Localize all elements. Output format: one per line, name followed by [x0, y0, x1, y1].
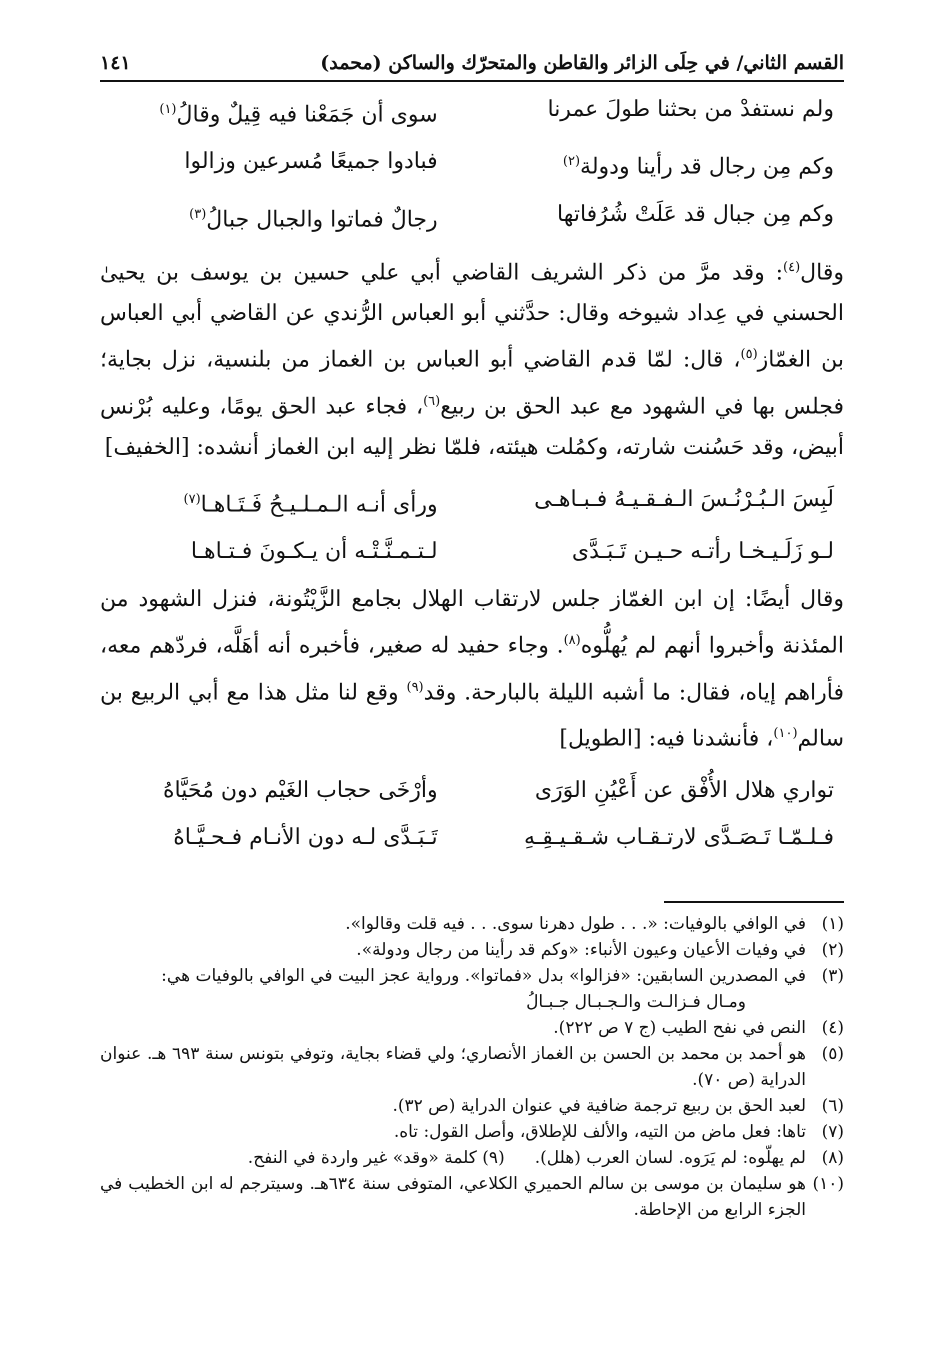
- verse-line: [100, 138, 844, 190]
- footnote-ref[interactable]: (٤): [783, 259, 801, 275]
- footnote-text: كلمة «وقد» غير واردة في النفح.: [247, 1148, 477, 1169]
- running-header: [100, 52, 844, 82]
- verse-second-hemistich: تَـبَـدَّى لـه دون الأنـام فـحـيَّـاهُ: [173, 825, 438, 851]
- paragraph: وقال أيضًا: إن ابن الغمّاز جلس لارتقاب الهلال بجامع الزَّيْتُونة، فنزل الشهود من المئذنة وأخبروا أنهم لم يُهلُّوه$^{(٨)}$. وجاء حفيد له صغير، فأخبره أنه أهَلَّه، فردّهم معه، فأراهم إياه، فقال: ما أشبه الليلة بالبارحة. وقد$^{(٩)}$ وقع لنا مثل هذا مع أبي الربيع بن سالم$^{(١٠)}$، فأنشدنا فيه: [الطويل]: [100, 587, 845, 752]
- footnote-text: النص في نفح الطيب (ج ٧ ص ٢٢٢).: [553, 1018, 806, 1039]
- footnote-number: (١٠): [812, 1174, 844, 1195]
- footnote-number: (٥): [821, 1044, 844, 1065]
- footnote-text: هو أحمد بن محمد بن الحسن بن الغماز الأنصاري؛ ولي قضاء بجاية، وتوفي بتونس سنة ٦٩٣ هـ. عنوان الدراية (ص ٧٠).: [100, 1044, 806, 1091]
- footnote-text: في الوافي بالوفيات: «. . . طول دهرنا سوى. . . فيه قلت وقالوا».: [345, 914, 806, 935]
- page-number: ١٤١: [100, 52, 131, 74]
- footnote-text: تاها: فعل ماض من التيه، والألف للإطلاق، وأصل القول: تاه.: [393, 1122, 806, 1143]
- verse-first-hemistich: تواري هلال الأُفْق عن أَعْيُنِ الوَرَى: [534, 778, 834, 804]
- footnote: [100, 963, 844, 1015]
- verse-first-hemistich: لـو زَلَـيـخـا رأتـه حـيـن تَـبَـدَّى: [571, 539, 834, 565]
- footnote-text: في المصدرين السابقين: «فزالوا» بدل «فماتوا». ورواية عجز البيت في الوافي بالوفيات هي:: [161, 966, 806, 987]
- footnote: [100, 1119, 844, 1145]
- footnote-ref[interactable]: (٩): [406, 679, 424, 695]
- footnote: [100, 937, 844, 963]
- footnote-number: (٤): [821, 1018, 844, 1039]
- footnote-text: لم يهلّوه: لم يَرَوه. لسان العرب (هلل).: [534, 1148, 806, 1169]
- verse-first-hemistich: لَبِسَ الـبُـرْنُـسَ الـفـقـيـهُ فـبـاهـى: [534, 486, 834, 512]
- verse-line: [100, 528, 844, 575]
- footnotes: [100, 911, 844, 1223]
- footnote-text: لعبد الحق بن ربيع ترجمة ضافية في عنوان الدراية (ص ٣٢).: [392, 1096, 806, 1117]
- verse-second-hemistich: سوى أن جَمَعْنا فيه قِيلٌ وقالُ$^{(١)}$: [159, 102, 438, 128]
- footnote: [100, 1041, 844, 1093]
- verse-line: [100, 191, 844, 243]
- verse-line: [100, 86, 844, 138]
- footnote-separator: [664, 901, 844, 903]
- book-page: [100, 52, 844, 1223]
- verse-first-hemistich: وكم مِن جبال قد عَلَتْ شُرُفاتها: [557, 201, 834, 227]
- footnote: [100, 1093, 844, 1119]
- verse-first-hemistich: فـلـمّـا تَـصَـدَّى لارتـقـاب شـقـيـقِـهِ: [523, 825, 834, 851]
- footnote-ref[interactable]: (٥): [740, 347, 758, 363]
- verse-line: [100, 767, 844, 814]
- footnote-number: (٣): [821, 966, 844, 987]
- paragraph: وقال$^{(٤)}$: وقد مرَّ من ذكر الشريف القاضي أبي علي حسين بن يوسف بن يحيىٰ الحسني في عِداد شيوخه وقال: حدَّثني أبو العباس الرُّندي عن القاضي أبي العباس بن الغمّاز$^{(٥)}$، قال: لمّا قدم القاضي أبو العباس بن الغماز من بلنسية، نزل بجاية؛ فجلس بها في الشهود مع عبد الحق بن ربيع$^{(٦)}$، فجاء عبد الحق يومًا، وعليه بُرْنس أبيض، وقد حَسُنت شارته، وكمُلت هيئته، فلمّا نظر إليه ابن الغماز أنشده: [الخفيف]: [100, 259, 845, 460]
- footnote-number: (٧): [821, 1122, 844, 1143]
- footnote-number: (١): [821, 914, 844, 935]
- footnote: [100, 1015, 844, 1041]
- footnote-verse: ومـال فـزالـت والـجـبـال جـبـالُ: [526, 992, 746, 1013]
- footnote: [100, 1145, 844, 1171]
- footnote-number: (٢): [821, 940, 844, 961]
- footnote-ref[interactable]: (١٠): [773, 725, 798, 741]
- verse-second-hemistich: ورأى أنـه الـمـلـيـحُ فَـتَـاهـا$^{(٧)}$: [183, 491, 438, 518]
- verse-line: [100, 814, 844, 861]
- footnote-text: في وفيات الأعيان وعيون الأنباء: «وكم قد رأينا من رجال ودولة».: [356, 940, 806, 961]
- footnote-number: (٦): [821, 1096, 844, 1117]
- verse-first-hemistich: ولم نستفدْ من بحثنا طولَ عمرنا: [547, 97, 834, 122]
- verse-second-hemistich: لـتـمـنَّـتْـه أن يـكـونَ فـتـاهـا: [190, 539, 438, 565]
- footnote-ref[interactable]: (٣): [189, 206, 207, 222]
- footnote: [100, 1171, 844, 1223]
- poem-1: [100, 86, 844, 243]
- footnote-ref[interactable]: (٢): [562, 154, 581, 170]
- poem-2: [100, 476, 844, 575]
- verse-second-hemistich: وأرْخَى حجاب الغَيْم دون مُحَيَّاهُ: [163, 778, 438, 804]
- footnote-text: هو سليمان بن موسى بن سالم الحميري الكلاعي، المتوفى سنة ٦٣٤هـ. وسيترجم له ابن الخطيب في الجزء الرابع من الإحاطة.: [100, 1174, 806, 1221]
- verse-first-hemistich: وكم مِن رجال قد رأينا ودولة$^{(٢)}$: [562, 154, 834, 180]
- footnote-ref[interactable]: (٧): [183, 491, 201, 507]
- verse-second-hemistich: فبادوا جميعًا مُسرعين وزالوا: [184, 149, 438, 175]
- verse-second-hemistich: رجالٌ فماتوا والجبال جبالُ$^{(٣)}$: [189, 206, 438, 232]
- header-title: القسم الثاني/ في حِلَى الزائر والقاطن والمتحرّك والساكن (محمد): [320, 52, 844, 74]
- footnote-number: (٨): [821, 1148, 844, 1169]
- footnote-number: (٩): [482, 1148, 505, 1169]
- footnote-ref[interactable]: (١): [159, 102, 177, 117]
- poem-3: [100, 767, 844, 861]
- footnote-ref[interactable]: (٦): [423, 393, 441, 409]
- verse-line: [100, 476, 844, 528]
- footnote: [100, 911, 844, 937]
- footnote-ref[interactable]: (٨): [563, 633, 581, 649]
